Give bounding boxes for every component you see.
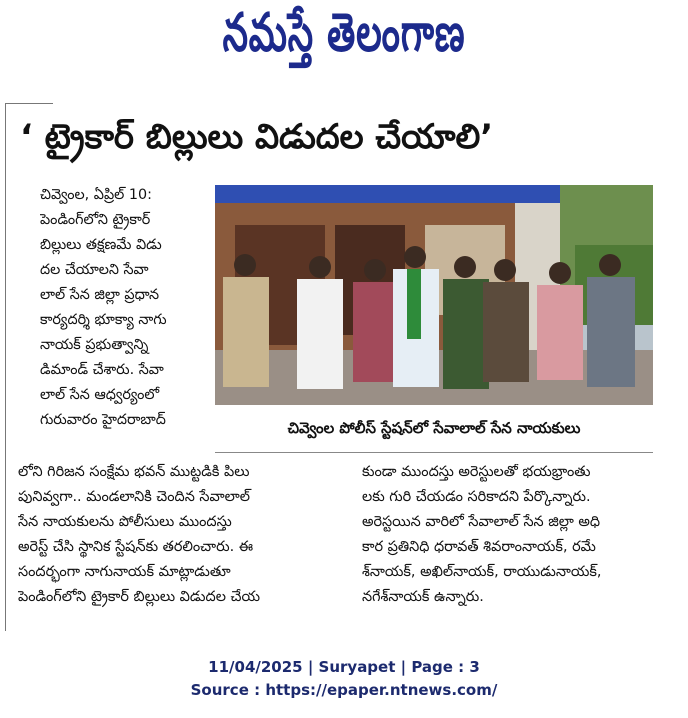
group-photo-illustration [215, 185, 653, 405]
text-line: లకు గురి చేయడం సరికాదని పేర్కొన్నారు. [362, 489, 591, 505]
text-line: సందర్భంగా నాగునాయక్ మాట్లాడుతూ [18, 564, 231, 580]
text-line: పెండింగ్‌లోని ట్రైకార్ [40, 212, 151, 228]
text-line: అరెస్ట్ చేసి స్థానిక స్టేషన్‌కు తరలించారు. ఈ [18, 539, 254, 555]
text-line: శ్‌నాయక్, అఖిల్‌నాయక్, రాయుడునాయక్, [362, 564, 602, 580]
article-body-bottom-left [18, 460, 354, 610]
text-line: కార ప్రతినిధి ధరావత్ శివరాంనాయక్, రమే [362, 539, 596, 555]
footer-source-link: Source : https://epaper.ntnews.com/ [190, 681, 498, 699]
frame-rule-top [5, 103, 53, 104]
text-line: చివ్వెంల, ఏప్రిల్ 10: [40, 187, 152, 203]
text-line: డిమాండ్ చేశారు. సేవా [40, 362, 164, 378]
text-line: నగేశ్‌నాయక్ ఉన్నారు. [362, 589, 484, 605]
text-line: లాల్ సేన జిల్లా ప్రధాన [40, 287, 160, 303]
text-line: కార్యదర్శి భూక్యా నాగు [40, 312, 167, 328]
text-line: లాల్ సేన ఆధ్వర్యంలో [40, 387, 160, 403]
text-line: సేన నాయకులను పోలీసులు ముందస్తు [18, 514, 232, 530]
text-line: దల చేయాలని సేవా [40, 262, 149, 278]
footer-edition-info: 11/04/2025 | Suryapet | Page : 3 [208, 658, 480, 676]
article-body-bottom-right [362, 460, 662, 610]
text-line: కుండా ముందస్తు అరెస్టులతో భయభ్రాంతు [362, 464, 591, 480]
text-line: పునివ్వగా.. మండలానికి చెందిన సేవాలాల్ [18, 489, 250, 505]
masthead [0, 0, 688, 90]
article-photo [215, 185, 653, 405]
text-line: బిల్లులు తక్షణమే విడు [40, 237, 162, 253]
text-line: గురువారం హైదరాబాద్ [40, 412, 166, 428]
photo-caption: చివ్వెంల పోలీస్ స్టేషన్‌లో సేవాలాల్ సేన నాయకులు [287, 419, 581, 437]
text-line: అరెస్టయిన వారిలో సేవాలాల్ సేన జిల్లా అధి [362, 514, 601, 530]
article-body-left-column [40, 183, 212, 435]
caption-divider [215, 452, 653, 453]
frame-rule-left [5, 103, 6, 631]
text-line: నాయక్ ప్రభుత్వాన్ని [40, 337, 149, 353]
text-line: పెండింగ్‌లోని ట్రైకార్ బిల్లులు విడుదల చేయ [18, 589, 261, 605]
article-headline: ‘ ట్రైకార్ బిల్లులు విడుదల చేయాలి’ [20, 117, 494, 157]
text-line: లోని గిరిజన సంక్షేమ భవన్ ముట్టడికి పిలు [18, 464, 250, 480]
masthead-logo: నమస్తే తెలంగాణ [222, 1, 466, 64]
